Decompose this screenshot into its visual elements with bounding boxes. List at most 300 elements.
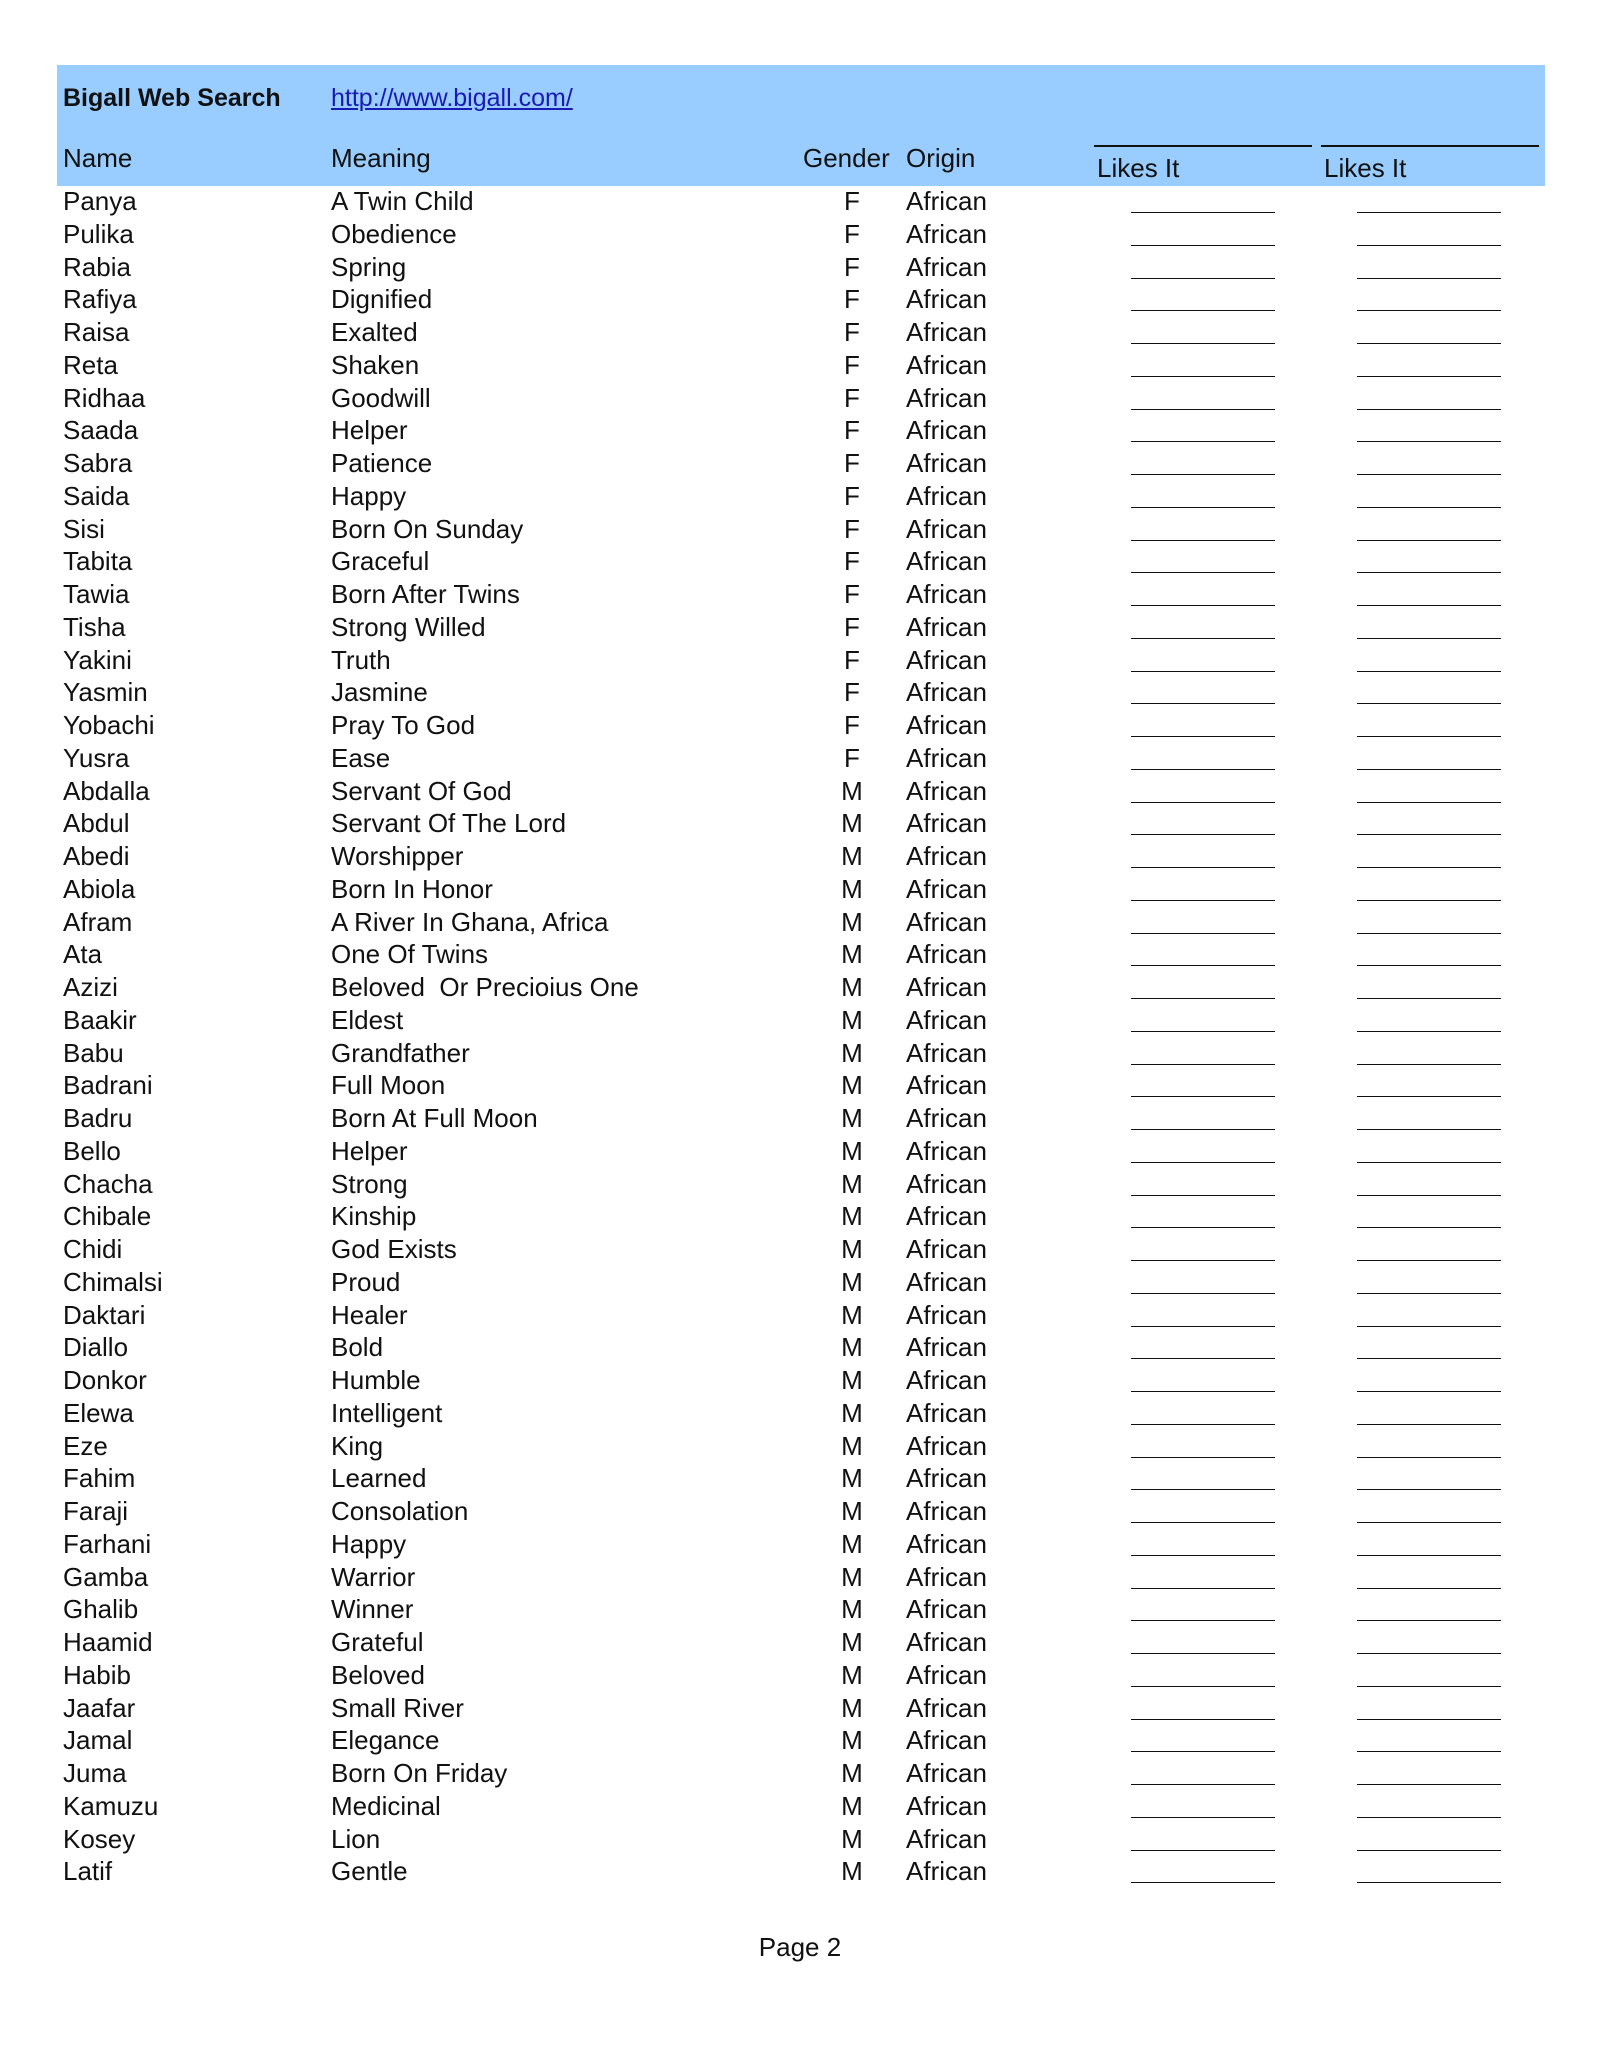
- likes-blank-2[interactable]: [1357, 1751, 1501, 1752]
- table-row: [57, 350, 1545, 383]
- gender-cell: M: [841, 808, 863, 839]
- likes-blank-1[interactable]: [1131, 1489, 1275, 1490]
- name-cell: Farhani: [63, 1528, 152, 1559]
- column-header-likes-2: Likes It: [1324, 153, 1407, 183]
- meaning-cell: Servant Of The Lord: [331, 808, 567, 839]
- likes-blank-1[interactable]: [1131, 1850, 1275, 1851]
- origin-cell: African: [906, 415, 987, 446]
- origin-cell: African: [906, 808, 987, 839]
- origin-cell: African: [906, 317, 987, 347]
- origin-cell: African: [906, 186, 987, 216]
- likes-blank-2[interactable]: [1357, 671, 1501, 672]
- meaning-cell: A River In Ghana, Africa: [331, 906, 609, 937]
- gender-cell: M: [841, 939, 863, 970]
- likes-blank-2[interactable]: [1357, 1817, 1501, 1818]
- name-cell: Badru: [63, 1103, 133, 1133]
- likes-blank-2[interactable]: [1357, 1031, 1501, 1032]
- likes-blank-2[interactable]: [1357, 1293, 1501, 1294]
- name-cell: Pulika: [63, 218, 134, 249]
- site-title: Bigall Web Search: [63, 84, 281, 112]
- name-cell: Daktari: [63, 1299, 146, 1330]
- origin-cell: African: [906, 1234, 987, 1264]
- name-cell: Ridhaa: [63, 382, 146, 413]
- table-row: [57, 1496, 1545, 1529]
- origin-cell: African: [906, 644, 987, 675]
- likes-blank-2[interactable]: [1357, 1064, 1501, 1065]
- gender-cell: F: [844, 611, 860, 642]
- table-row: [57, 415, 1545, 448]
- origin-cell: African: [906, 546, 987, 577]
- likes-blank-1[interactable]: [1131, 1555, 1275, 1556]
- likes-blank-1[interactable]: [1131, 1260, 1275, 1261]
- gender-cell: M: [841, 1070, 863, 1101]
- meaning-cell: Full Moon: [331, 1070, 446, 1101]
- meaning-cell: Gentle: [331, 1856, 408, 1887]
- name-cell: Yakini: [63, 644, 132, 675]
- gender-cell: F: [844, 284, 860, 315]
- origin-cell: African: [906, 775, 987, 806]
- meaning-cell: Born After Twins: [331, 579, 520, 609]
- name-cell: Abdalla: [63, 775, 150, 806]
- meaning-cell: Small River: [331, 1692, 464, 1723]
- origin-cell: African: [906, 218, 987, 249]
- meaning-cell: Intelligent: [331, 1397, 443, 1428]
- likes-blank-1[interactable]: [1131, 1293, 1275, 1294]
- name-cell: Jaafar: [63, 1692, 136, 1723]
- likes-blank-1[interactable]: [1131, 310, 1275, 311]
- meaning-cell: Ease: [331, 742, 391, 773]
- origin-cell: African: [906, 677, 987, 708]
- meaning-cell: Strong: [331, 1168, 408, 1199]
- table-row: [57, 186, 1545, 219]
- name-cell: Abdul: [63, 808, 130, 839]
- origin-cell: African: [906, 1266, 987, 1297]
- likes-blank-2[interactable]: [1357, 1326, 1501, 1327]
- table-row: [57, 972, 1545, 1005]
- name-cell: Kosey: [63, 1823, 136, 1854]
- likes-blank-1[interactable]: [1131, 867, 1275, 868]
- likes-blank-2[interactable]: [1357, 736, 1501, 737]
- name-cell: Chibale: [63, 1201, 152, 1232]
- gender-cell: M: [841, 873, 863, 904]
- likes-blank-2[interactable]: [1357, 1555, 1501, 1556]
- table-row: [57, 1824, 1545, 1857]
- origin-cell: African: [906, 1758, 987, 1788]
- likes-blank-2[interactable]: [1357, 1195, 1501, 1196]
- likes-blank-2[interactable]: [1357, 1719, 1501, 1720]
- name-cell: Juma: [63, 1758, 127, 1788]
- likes-blank-2[interactable]: [1357, 540, 1501, 541]
- meaning-cell: Healer: [331, 1299, 408, 1330]
- gender-cell: M: [841, 841, 863, 871]
- meaning-cell: Strong Willed: [331, 611, 486, 642]
- gender-cell: M: [841, 1365, 863, 1395]
- meaning-cell: Shaken: [331, 349, 420, 380]
- likes-blank-1[interactable]: [1131, 703, 1275, 704]
- gender-cell: M: [841, 906, 863, 937]
- origin-cell: African: [906, 1856, 987, 1887]
- name-cell: Gamba: [63, 1561, 149, 1592]
- likes-blank-1[interactable]: [1131, 638, 1275, 639]
- site-url-link[interactable]: http://www.bigall.com/: [331, 84, 573, 112]
- likes-blank-2[interactable]: [1357, 834, 1501, 835]
- gender-cell: F: [844, 513, 860, 544]
- likes-blank-1[interactable]: [1131, 1751, 1275, 1752]
- name-cell: Tabita: [63, 546, 133, 577]
- name-cell: Afram: [63, 906, 133, 937]
- name-cell: Ghalib: [63, 1594, 139, 1625]
- table-row: [57, 1300, 1545, 1333]
- origin-cell: African: [906, 513, 987, 544]
- meaning-cell: Lion: [331, 1823, 381, 1854]
- likes-blank-2[interactable]: [1357, 474, 1501, 475]
- table-row: [57, 1201, 1545, 1234]
- likes-blank-1[interactable]: [1131, 1719, 1275, 1720]
- name-cell: Habib: [63, 1659, 131, 1690]
- gender-cell: M: [841, 1790, 863, 1821]
- page-number: Page 2: [758, 1932, 842, 1962]
- table-row: [57, 1070, 1545, 1103]
- name-cell: Chidi: [63, 1234, 123, 1264]
- likes-blank-1[interactable]: [1131, 409, 1275, 410]
- likes-blank-2[interactable]: [1357, 245, 1501, 246]
- likes-blank-1[interactable]: [1131, 376, 1275, 377]
- table-row: [57, 1463, 1545, 1496]
- likes-blank-1[interactable]: [1131, 1195, 1275, 1196]
- likes-blank-2[interactable]: [1357, 703, 1501, 704]
- gender-cell: F: [844, 480, 860, 511]
- likes-blank-2[interactable]: [1357, 1653, 1501, 1654]
- meaning-cell: Medicinal: [331, 1790, 441, 1821]
- gender-cell: M: [841, 1561, 863, 1592]
- meaning-cell: Bold: [331, 1332, 384, 1363]
- likes-header-line-1: [1094, 145, 1312, 147]
- likes-blank-2[interactable]: [1357, 212, 1501, 213]
- likes-blank-1[interactable]: [1131, 900, 1275, 901]
- table-row: [57, 776, 1545, 809]
- gender-cell: F: [844, 677, 860, 708]
- origin-cell: African: [906, 480, 987, 511]
- column-header-likes-1: Likes It: [1097, 153, 1180, 183]
- likes-blank-2[interactable]: [1357, 1784, 1501, 1785]
- likes-blank-2[interactable]: [1357, 867, 1501, 868]
- likes-blank-2[interactable]: [1357, 933, 1501, 934]
- likes-blank-2[interactable]: [1357, 1882, 1501, 1883]
- likes-blank-1[interactable]: [1131, 933, 1275, 934]
- meaning-cell: Winner: [331, 1594, 414, 1625]
- origin-cell: African: [906, 284, 987, 315]
- table-row: [57, 1660, 1545, 1693]
- origin-cell: African: [906, 1463, 987, 1494]
- origin-cell: African: [906, 1397, 987, 1428]
- table-row: [57, 1332, 1545, 1365]
- names-table: [57, 186, 1545, 1889]
- origin-cell: African: [906, 1823, 987, 1854]
- likes-blank-2[interactable]: [1357, 441, 1501, 442]
- likes-blank-1[interactable]: [1131, 671, 1275, 672]
- table-row: [57, 383, 1545, 416]
- name-cell: Panya: [63, 186, 137, 216]
- origin-cell: African: [906, 1004, 987, 1035]
- name-cell: Azizi: [63, 972, 118, 1002]
- name-cell: Diallo: [63, 1332, 129, 1363]
- likes-blank-1[interactable]: [1131, 1096, 1275, 1097]
- likes-blank-2[interactable]: [1357, 1260, 1501, 1261]
- table-row: [57, 1431, 1545, 1464]
- likes-blank-2[interactable]: [1357, 998, 1501, 999]
- likes-blank-1[interactable]: [1131, 1358, 1275, 1359]
- name-cell: Rabia: [63, 251, 131, 282]
- origin-cell: African: [906, 1528, 987, 1559]
- meaning-cell: Proud: [331, 1266, 401, 1297]
- likes-blank-1[interactable]: [1131, 1129, 1275, 1130]
- gender-cell: M: [841, 1037, 863, 1068]
- table-row: [57, 448, 1545, 481]
- origin-cell: African: [906, 742, 987, 773]
- gender-cell: F: [844, 742, 860, 773]
- table-row: [57, 1529, 1545, 1562]
- likes-blank-1[interactable]: [1131, 540, 1275, 541]
- origin-cell: African: [906, 939, 987, 970]
- name-cell: Baakir: [63, 1004, 137, 1035]
- table-row: [57, 284, 1545, 317]
- gender-cell: F: [844, 415, 860, 446]
- table-row: [57, 1267, 1545, 1300]
- meaning-cell: Born At Full Moon: [331, 1103, 538, 1133]
- gender-cell: M: [841, 1725, 863, 1756]
- likes-blank-2[interactable]: [1357, 1686, 1501, 1687]
- meaning-cell: Goodwill: [331, 382, 431, 413]
- likes-blank-1[interactable]: [1131, 212, 1275, 213]
- likes-blank-1[interactable]: [1131, 1457, 1275, 1458]
- likes-header-line-2: [1321, 145, 1539, 147]
- gender-cell: M: [841, 775, 863, 806]
- gender-cell: M: [841, 1692, 863, 1723]
- meaning-cell: Born In Honor: [331, 873, 493, 904]
- column-header-origin: Origin: [906, 143, 976, 173]
- table-row: [57, 1856, 1545, 1889]
- likes-blank-2[interactable]: [1357, 1588, 1501, 1589]
- gender-cell: F: [844, 251, 860, 282]
- meaning-cell: Happy: [331, 1528, 407, 1559]
- meaning-cell: God Exists: [331, 1234, 457, 1264]
- table-row: [57, 481, 1545, 514]
- likes-blank-2[interactable]: [1357, 1850, 1501, 1851]
- table-row: [57, 1562, 1545, 1595]
- gender-cell: M: [841, 972, 863, 1002]
- likes-blank-1[interactable]: [1131, 1882, 1275, 1883]
- table-row: [57, 317, 1545, 350]
- name-cell: Sabra: [63, 448, 133, 478]
- likes-blank-1[interactable]: [1131, 507, 1275, 508]
- likes-blank-2[interactable]: [1357, 1227, 1501, 1228]
- name-cell: Eze: [63, 1430, 108, 1461]
- name-cell: Elewa: [63, 1397, 134, 1428]
- table-row: [57, 252, 1545, 285]
- likes-blank-1[interactable]: [1131, 1391, 1275, 1392]
- name-cell: Bello: [63, 1135, 121, 1166]
- origin-cell: African: [906, 251, 987, 282]
- table-row: [57, 1791, 1545, 1824]
- likes-blank-2[interactable]: [1357, 1489, 1501, 1490]
- column-header-gender: Gender: [803, 143, 890, 173]
- origin-cell: African: [906, 873, 987, 904]
- origin-cell: African: [906, 1725, 987, 1756]
- gender-cell: F: [844, 448, 860, 478]
- gender-cell: F: [844, 382, 860, 413]
- likes-blank-1[interactable]: [1131, 245, 1275, 246]
- name-cell: Babu: [63, 1037, 124, 1068]
- meaning-cell: Servant Of God: [331, 775, 512, 806]
- meaning-cell: Graceful: [331, 546, 430, 577]
- likes-blank-1[interactable]: [1131, 343, 1275, 344]
- likes-blank-2[interactable]: [1357, 343, 1501, 344]
- gender-cell: F: [844, 546, 860, 577]
- likes-blank-2[interactable]: [1357, 1522, 1501, 1523]
- name-cell: Fahim: [63, 1463, 136, 1494]
- origin-cell: African: [906, 1037, 987, 1068]
- origin-cell: African: [906, 611, 987, 642]
- likes-blank-2[interactable]: [1357, 1457, 1501, 1458]
- likes-blank-1[interactable]: [1131, 802, 1275, 803]
- likes-blank-2[interactable]: [1357, 1424, 1501, 1425]
- origin-cell: African: [906, 906, 987, 937]
- meaning-cell: Happy: [331, 480, 407, 511]
- likes-blank-1[interactable]: [1131, 1620, 1275, 1621]
- name-cell: Tisha: [63, 611, 126, 642]
- likes-blank-1[interactable]: [1131, 769, 1275, 770]
- gender-cell: M: [841, 1299, 863, 1330]
- meaning-cell: One Of Twins: [331, 939, 489, 970]
- table-row: [57, 612, 1545, 645]
- likes-blank-2[interactable]: [1357, 638, 1501, 639]
- origin-cell: African: [906, 1103, 987, 1133]
- likes-blank-1[interactable]: [1131, 1817, 1275, 1818]
- origin-cell: African: [906, 448, 987, 478]
- likes-blank-1[interactable]: [1131, 441, 1275, 442]
- name-cell: Latif: [63, 1856, 113, 1887]
- likes-blank-1[interactable]: [1131, 736, 1275, 737]
- table-row: [57, 808, 1545, 841]
- likes-blank-1[interactable]: [1131, 278, 1275, 279]
- table-row: [57, 514, 1545, 547]
- table-row: [57, 1693, 1545, 1726]
- table-row: [57, 219, 1545, 252]
- likes-blank-1[interactable]: [1131, 834, 1275, 835]
- likes-blank-1[interactable]: [1131, 998, 1275, 999]
- likes-blank-2[interactable]: [1357, 802, 1501, 803]
- likes-blank-1[interactable]: [1131, 1588, 1275, 1589]
- likes-blank-2[interactable]: [1357, 507, 1501, 508]
- table-row: [57, 1103, 1545, 1136]
- origin-cell: African: [906, 841, 987, 871]
- column-header-name: Name: [63, 143, 133, 173]
- name-cell: Rafiya: [63, 284, 137, 315]
- origin-cell: African: [906, 1692, 987, 1723]
- likes-blank-2[interactable]: [1357, 278, 1501, 279]
- meaning-cell: Helper: [331, 1135, 408, 1166]
- likes-blank-2[interactable]: [1357, 605, 1501, 606]
- name-cell: Chacha: [63, 1168, 153, 1199]
- meaning-cell: Eldest: [331, 1004, 404, 1035]
- likes-blank-2[interactable]: [1357, 1162, 1501, 1163]
- name-cell: Faraji: [63, 1496, 129, 1526]
- name-cell: Badrani: [63, 1070, 153, 1101]
- gender-cell: F: [844, 349, 860, 380]
- likes-blank-2[interactable]: [1357, 1391, 1501, 1392]
- likes-blank-2[interactable]: [1357, 376, 1501, 377]
- likes-blank-2[interactable]: [1357, 310, 1501, 311]
- name-cell: Sisi: [63, 513, 105, 544]
- meaning-cell: King: [331, 1430, 384, 1461]
- origin-cell: African: [906, 972, 987, 1002]
- likes-blank-1[interactable]: [1131, 1784, 1275, 1785]
- gender-cell: M: [841, 1627, 863, 1657]
- origin-cell: African: [906, 1168, 987, 1199]
- likes-blank-1[interactable]: [1131, 572, 1275, 573]
- meaning-cell: Helper: [331, 415, 408, 446]
- likes-blank-1[interactable]: [1131, 1064, 1275, 1065]
- gender-cell: M: [841, 1201, 863, 1232]
- likes-blank-1[interactable]: [1131, 605, 1275, 606]
- origin-cell: African: [906, 1201, 987, 1232]
- origin-cell: African: [906, 1365, 987, 1395]
- origin-cell: African: [906, 1496, 987, 1526]
- table-row: [57, 1169, 1545, 1202]
- likes-blank-2[interactable]: [1357, 965, 1501, 966]
- table-row: [57, 907, 1545, 940]
- likes-blank-2[interactable]: [1357, 900, 1501, 901]
- name-cell: Abedi: [63, 841, 130, 871]
- gender-cell: F: [844, 317, 860, 347]
- likes-blank-2[interactable]: [1357, 1358, 1501, 1359]
- origin-cell: African: [906, 1135, 987, 1166]
- table-row: [57, 939, 1545, 972]
- likes-blank-1[interactable]: [1131, 1522, 1275, 1523]
- likes-blank-1[interactable]: [1131, 965, 1275, 966]
- likes-blank-1[interactable]: [1131, 474, 1275, 475]
- likes-blank-1[interactable]: [1131, 1162, 1275, 1163]
- gender-cell: F: [844, 710, 860, 740]
- likes-blank-2[interactable]: [1357, 1129, 1501, 1130]
- likes-blank-1[interactable]: [1131, 1326, 1275, 1327]
- likes-blank-1[interactable]: [1131, 1686, 1275, 1687]
- table-row: [57, 841, 1545, 874]
- meaning-cell: Pray To God: [331, 710, 476, 740]
- table-row: [57, 645, 1545, 678]
- origin-cell: African: [906, 1070, 987, 1101]
- name-cell: Saada: [63, 415, 139, 446]
- likes-blank-2[interactable]: [1357, 1096, 1501, 1097]
- origin-cell: African: [906, 1659, 987, 1690]
- likes-blank-1[interactable]: [1131, 1653, 1275, 1654]
- name-cell: Haamid: [63, 1627, 153, 1657]
- likes-blank-2[interactable]: [1357, 769, 1501, 770]
- table-row: [57, 1234, 1545, 1267]
- likes-blank-1[interactable]: [1131, 1031, 1275, 1032]
- gender-cell: M: [841, 1823, 863, 1854]
- name-cell: Chimalsi: [63, 1266, 163, 1297]
- likes-blank-1[interactable]: [1131, 1424, 1275, 1425]
- likes-blank-2[interactable]: [1357, 409, 1501, 410]
- likes-blank-1[interactable]: [1131, 1227, 1275, 1228]
- origin-cell: African: [906, 1790, 987, 1821]
- table-row: [57, 743, 1545, 776]
- likes-blank-2[interactable]: [1357, 1620, 1501, 1621]
- meaning-cell: Worshipper: [331, 841, 464, 871]
- table-row: [57, 677, 1545, 710]
- likes-blank-2[interactable]: [1357, 572, 1501, 573]
